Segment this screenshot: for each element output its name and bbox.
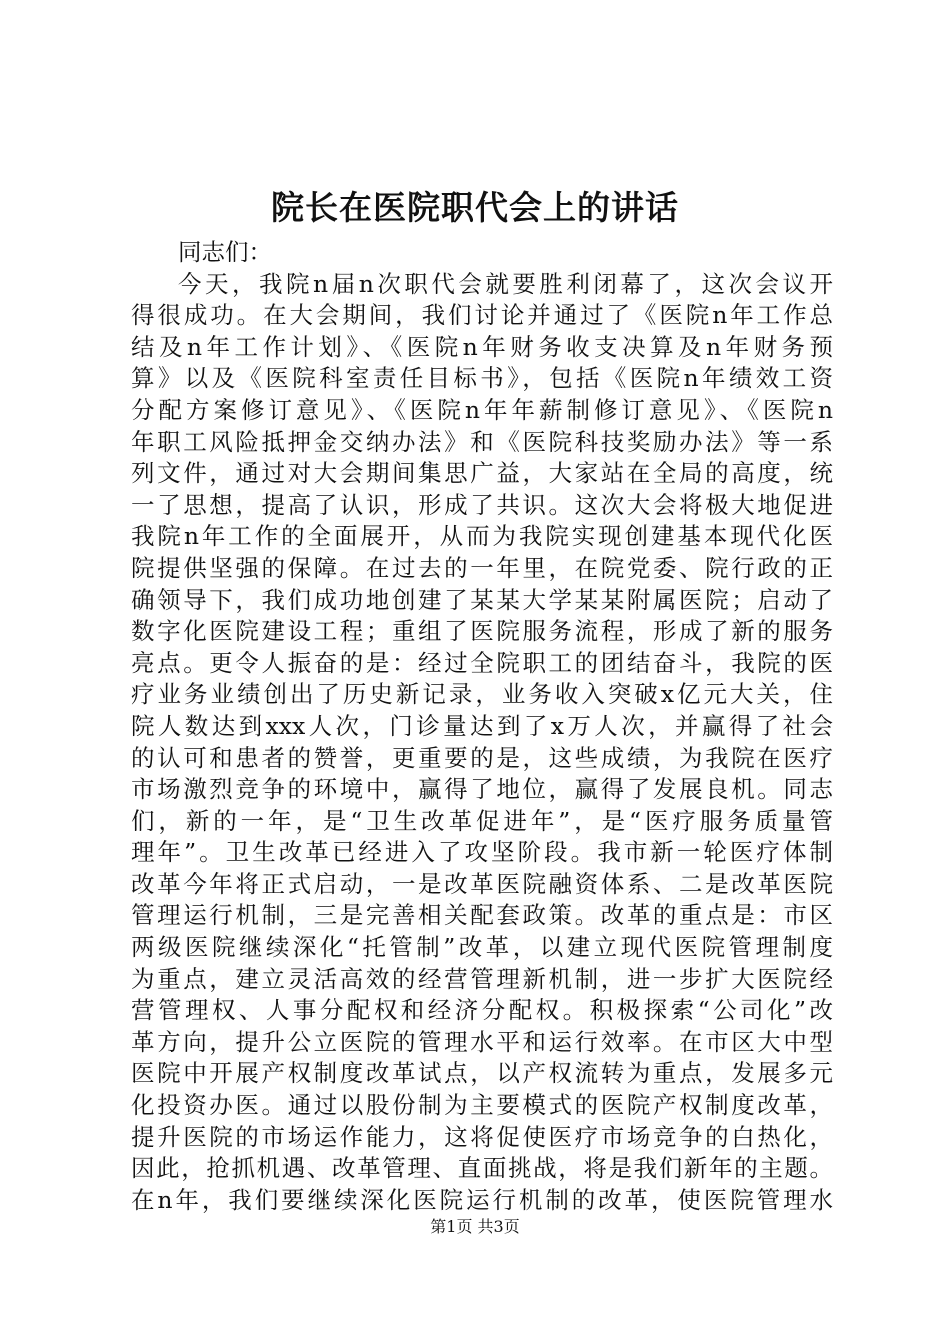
text-line: 因此，抢抓机遇、改革管理、直面挑战，将是我们新年的主题。	[131, 1154, 833, 1183]
text-line: 院人数达到xxx人次，门诊量达到了x万人次，并赢得了社会	[131, 711, 833, 740]
text-line: 一了思想，提高了认识，形成了共识。这次大会将极大地促进	[131, 490, 833, 519]
text-line: 的认可和患者的赞誉，更重要的是，这些成绩，为我院在医疗	[131, 743, 833, 772]
text-line: 理年”。卫生改革已经进入了攻坚阶段。我市新一轮医疗体制	[131, 838, 833, 867]
text-line: 管理运行机制，三是完善相关配套政策。改革的重点是：市区	[131, 901, 833, 930]
text-line: 营管理权、人事分配权和经济分配权。积极探索“公司化”改	[131, 996, 833, 1025]
text-line: 化投资办医。通过以股份制为主要模式的医院产权制度改革，	[131, 1091, 833, 1120]
document-title: 院长在医院职代会上的讲话	[271, 188, 679, 227]
text-line: 医院中开展产权制度改革试点，以产权流转为重点，发展多元	[131, 1059, 833, 1088]
text-line: 算》以及《医院科室责任目标书》，包括《医院n年绩效工资	[131, 364, 833, 393]
text-line: 列文件，通过对大会期间集思广益，大家站在全局的高度，统	[131, 459, 833, 488]
text-line: 院提供坚强的保障。在过去的一年里，在院党委、院行政的正	[131, 553, 833, 582]
text-line: 今天，我院n届n次职代会就要胜利闭幕了，这次会议开	[178, 269, 833, 298]
text-line: 年职工风险抵押金交纳办法》和《医院科技奖励办法》等一系	[131, 427, 833, 456]
text-line: 结及n年工作计划》、《医院n年财务收支决算及n年财务预	[131, 332, 833, 361]
text-line: 分配方案修订意见》、《医院n年年薪制修订意见》、《医院n	[131, 395, 833, 424]
text-line: 数字化医院建设工程；重组了医院服务流程，形成了新的服务	[131, 617, 833, 646]
text-line: 市场激烈竞争的环境中，赢得了地位，赢得了发展良机。同志	[131, 775, 833, 804]
page-footer: 第1页 共3页	[430, 1217, 520, 1236]
document-body	[131, 237, 833, 1216]
text-line: 确领导下，我们成功地创建了某某大学某某附属医院；启动了	[131, 585, 833, 614]
text-line: 提升医院的市场运作能力，这将促使医疗市场竞争的白热化，	[131, 1122, 833, 1151]
text-line: 们，新的一年，是“卫生改革促进年”，是“医疗服务质量管	[131, 806, 833, 835]
salutation: 同志们：	[178, 238, 272, 266]
text-line: 亮点。更令人振奋的是：经过全院职工的团结奋斗，我院的医	[131, 648, 833, 677]
text-line: 改革今年将正式启动，一是改革医院融资体系、二是改革医院	[131, 869, 833, 898]
paragraph	[131, 269, 833, 1217]
text-line: 两级医院继续深化“托管制”改革，以建立现代医院管理制度	[131, 933, 833, 962]
text-line: 疗业务业绩创出了历史新记录，业务收入突破x亿元大关，住	[131, 680, 833, 709]
text-line: 革方向，提升公立医院的管理水平和运行效率。在市区大中型	[131, 1027, 833, 1056]
text-line: 我院n年工作的全面展开，从而为我院实现创建基本现代化医	[131, 522, 833, 551]
text-line: 为重点，建立灵活高效的经营管理新机制，进一步扩大医院经	[131, 964, 833, 993]
text-line: 得很成功。在大会期间，我们讨论并通过了《医院n年工作总	[131, 301, 833, 330]
text-line: 在n年，我们要继续深化医院运行机制的改革，使医院管理水	[131, 1185, 833, 1214]
